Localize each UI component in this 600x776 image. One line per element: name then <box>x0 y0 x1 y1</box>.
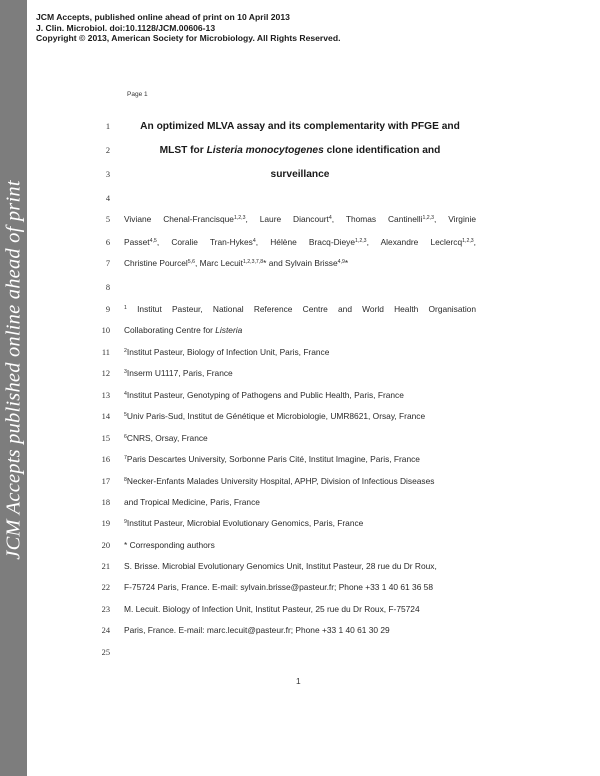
affiliation: $^1$ Institut Pasteur, National Reference Centre and World Health Organisation <box>124 304 476 314</box>
line-number: 2 <box>105 146 110 155</box>
line-number: 6 <box>105 238 110 247</box>
line-number: 10 <box>101 326 110 335</box>
affiliation: $^6$CNRS, Orsay, France <box>124 433 208 443</box>
corresponding-address: M. Lecuit. Biology of Infection Unit, Institut Pasteur, 25 rue du Dr Roux, F-75724 <box>124 604 420 614</box>
watermark-text: JCM Accepts published online ahead of print <box>2 180 25 560</box>
affiliation: $^2$Institut Pasteur, Biology of Infection Unit, Paris, France <box>124 347 330 357</box>
line-number: 22 <box>101 583 110 592</box>
page-number: 1 <box>296 676 301 686</box>
line-number: 15 <box>101 434 110 443</box>
author-line <box>124 237 476 247</box>
line-number: 4 <box>105 194 110 203</box>
corresponding-label: * Corresponding authors <box>124 540 215 550</box>
corresponding-contact: Paris, France. E-mail: marc.lecuit@pasteur.fr; Phone +33 1 40 61 30 29 <box>124 625 390 635</box>
affiliation: $^7$Paris Descartes University, Sorbonne Paris Cité, Institut Imagine, Paris, France <box>124 454 420 464</box>
line-number: 17 <box>101 477 110 486</box>
author-line <box>124 258 476 268</box>
corresponding-address: S. Brisse. Microbial Evolutionary Genomics Unit, Institut Pasteur, 28 rue du Dr Roux, <box>124 561 437 571</box>
author: Virginie <box>448 214 476 224</box>
author: Thomas Cantinelli$^{1,2,3}$, <box>345 214 437 224</box>
line-number: 19 <box>101 519 110 528</box>
journal-header <box>36 12 340 44</box>
line-number: 24 <box>101 626 110 635</box>
author: Passet$^{4,5}$, <box>124 237 160 247</box>
line-number: 14 <box>101 412 110 421</box>
author: Laure Diancourt$^4$, <box>259 214 335 224</box>
line-number: 25 <box>101 648 110 657</box>
affiliation: $^8$Necker-Enfants Malades University Hospital, APHP, Division of Infectious Diseases <box>124 476 435 486</box>
affiliation: $^4$Institut Pasteur, Genotyping of Pathogens and Public Health, Paris, France <box>124 390 404 400</box>
header-doi-line: J. Clin. Microbiol. doi:10.1128/JCM.00606-13 <box>36 22 216 33</box>
page-label: Page 1 <box>127 91 148 98</box>
author: Marc Lecuit$^{1,2,3,7,8}$* <box>199 258 267 268</box>
affiliation: $^3$Inserm U1117, Paris, France <box>124 368 233 378</box>
author: and Sylvain Brisse$^{4,9}$* <box>268 258 349 268</box>
line-number: 3 <box>105 170 110 179</box>
author: Hélène Bracq-Dieye$^{1,2,3}$, <box>270 237 369 247</box>
line-number: 18 <box>101 498 110 507</box>
line-number: 12 <box>101 369 110 378</box>
author: Christine Pourcel$^{5,6}$, <box>124 258 198 268</box>
line-number: 23 <box>101 605 110 614</box>
author: Viviane Chenal-Francisque$^{1,2,3}$, <box>124 214 248 224</box>
corresponding-contact: F-75724 Paris, France. E-mail: sylvain.brisse@pasteur.fr; Phone +33 1 40 61 36 58 <box>124 582 433 592</box>
line-number: 21 <box>101 562 110 571</box>
line-number: 20 <box>101 541 110 550</box>
line-number: 7 <box>105 259 110 268</box>
header-copyright-line: Copyright © 2013, American Society for Microbiology. All Rights Reserved. <box>36 33 341 43</box>
author: Alexandre Leclercq$^{1,2,3}$, <box>380 237 476 247</box>
affiliation: $^5$Univ Paris-Sud, Institut de Génétique et Microbiologie, UMR8621, Orsay, France <box>124 411 426 421</box>
line-number: 11 <box>101 348 110 357</box>
line-number: 1 <box>105 122 110 131</box>
line-number: 13 <box>101 391 110 400</box>
header-publication-line: JCM Accepts, published online ahead of print on 10 April 2013 <box>36 12 290 22</box>
line-number: 16 <box>101 455 110 464</box>
line-number: 9 <box>105 305 110 314</box>
title-line-3: surveillance <box>270 169 330 180</box>
affiliation: and Tropical Medicine, Paris, France <box>124 497 260 507</box>
title-line-1: An optimized MLVA assay and its complementarity with PFGE and <box>140 121 460 132</box>
affiliation: $^9$Institut Pasteur, Microbial Evolutionary Genomics, Paris, France <box>124 518 364 528</box>
line-number: 5 <box>105 215 110 224</box>
line-number: 8 <box>105 283 110 292</box>
species-name: Listeria monocytogenes <box>206 145 324 156</box>
title-line-2: MLST for Listeria monocytogenes clone identification and <box>159 145 441 156</box>
author: Coralie Tran-Hykes$^4$, <box>171 237 259 247</box>
author-line <box>124 214 476 224</box>
affiliation: Collaborating Centre for Listeria <box>124 325 243 335</box>
